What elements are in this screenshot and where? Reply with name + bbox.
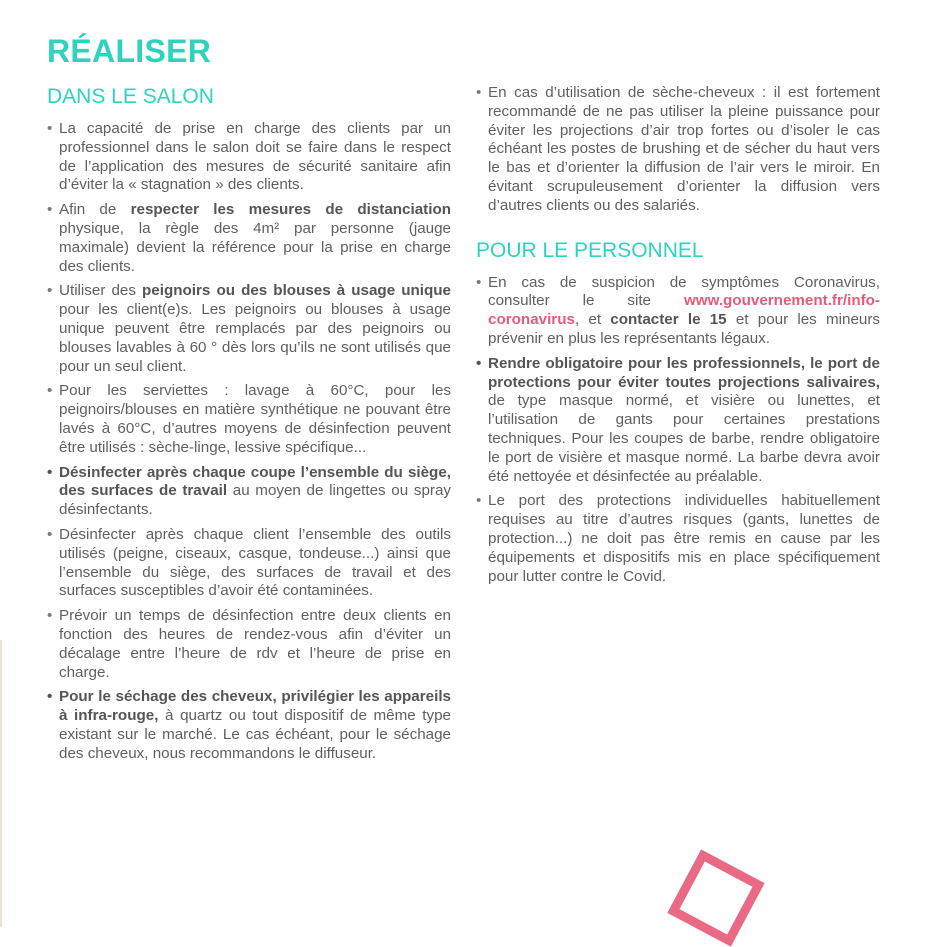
list-item: • En cas de suspicion de symptômes Coronavirus, consulter le site www.gouvernement.fr/info-coronavirus, et contacter le 15 et pour les mineurs prévenir en plus les représentants légaux. bbox=[476, 274, 880, 349]
section-title-salon: DANS LE SALON bbox=[47, 85, 214, 108]
salon-list-continued bbox=[476, 84, 880, 216]
list-item: • Désinfecter après chaque coupe l’ensemble du siège, des surfaces de travail au moyen de lingettes ou spray désinfectants. bbox=[47, 464, 451, 520]
salon-list bbox=[47, 120, 451, 764]
gouvernement-link[interactable]: www.gouvernement.fr/info-coronavirus bbox=[488, 292, 880, 329]
list-item: • Désinfecter après chaque client l’ensemble des outils utilisés (peigne, ciseaux, casque, tondeuse...) ainsi que l’ensemble du siège, des surfaces de travail et des surfaces susceptibles d’avoir été contaminées. bbox=[47, 526, 451, 601]
personnel-list bbox=[476, 274, 880, 587]
list-item: • Pour le séchage des cheveux, privilégier les appareils à infra-rouge, à quartz ou tout dispositif de même type existant sur le marché. Le cas échéant, pour le séchage des cheveux, nous recommandons le diffuseur. bbox=[47, 688, 451, 763]
list-item: • Utiliser des peignoirs ou des blouses à usage unique pour les client(e)s. Les peignoirs ou blouses à usage unique peuvent être remplacés par des peignoirs ou blouses lavables à 60 ° dès lors qu’ils ne sont utilisés que pour un seul client. bbox=[47, 282, 451, 376]
list-item: • Pour les serviettes : lavage à 60°C, pour les peignoirs/blouses en matière synthétique ne pouvant être lavés à 60°C, d’autres moyens de désinfection peuvent être utilisés : sèche-linge, lessive spécifique... bbox=[47, 382, 451, 457]
list-item: • Afin de respecter les mesures de distanciation physique, la règle des 4m² par personne (jauge maximale) devient la référence pour la prise en charge des clients. bbox=[47, 201, 451, 276]
list-item: • La capacité de prise en charge des clients par un professionnel dans le salon doit se faire dans le respect de l’application des mesures de sécurité sanitaire afin d’éviter la « stagnation » des clients. bbox=[47, 120, 451, 195]
page-title: RÉALISER bbox=[47, 33, 212, 69]
list-item: • Prévoir un temps de désinfection entre deux clients en fonction des heures de rendez-vous afin d’éviter un décalage entre l’heure de rdv et l’heure de prise en charge. bbox=[47, 607, 451, 682]
left-edge-line bbox=[0, 640, 2, 927]
list-item: • Rendre obligatoire pour les professionnels, le port de protections pour éviter toutes projections salivaires, de type masque normé, et visière ou lunettes, et l’utilisation de gants pour certaines prestations techniques. Pour les coupes de barbe, rendre obligatoire le port de visière et masque normé. La barbe devra avoir été nettoyée et désinfectée au préalable. bbox=[476, 355, 880, 487]
right-column bbox=[476, 84, 880, 592]
section-title-personnel: POUR LE PERSONNEL bbox=[476, 238, 704, 262]
square-frame-decoration bbox=[667, 849, 764, 946]
list-item: • En cas d’utilisation de sèche-cheveux : il est fortement recommandé de ne pas utiliser la pleine puissance pour éviter les projections d’air trop fortes ou d’isoler le cas échéant les postes de brushing et de sécher du haut vers le bas et d’orienter la diffusion de l’air vers le miroir. En évitant scrupuleusement d’orienter la diffusion vers d’autres clients ou des salariés. bbox=[476, 84, 880, 216]
left-column bbox=[47, 84, 451, 770]
list-item: • Le port des protections individuelles habituellement requises au titre d’autres risques (gants, lunettes de protection...) ne doit pas être remis en cause par les équipements et dispositifs mis en place spécifiquement pour lutter contre le Covid. bbox=[476, 492, 880, 586]
